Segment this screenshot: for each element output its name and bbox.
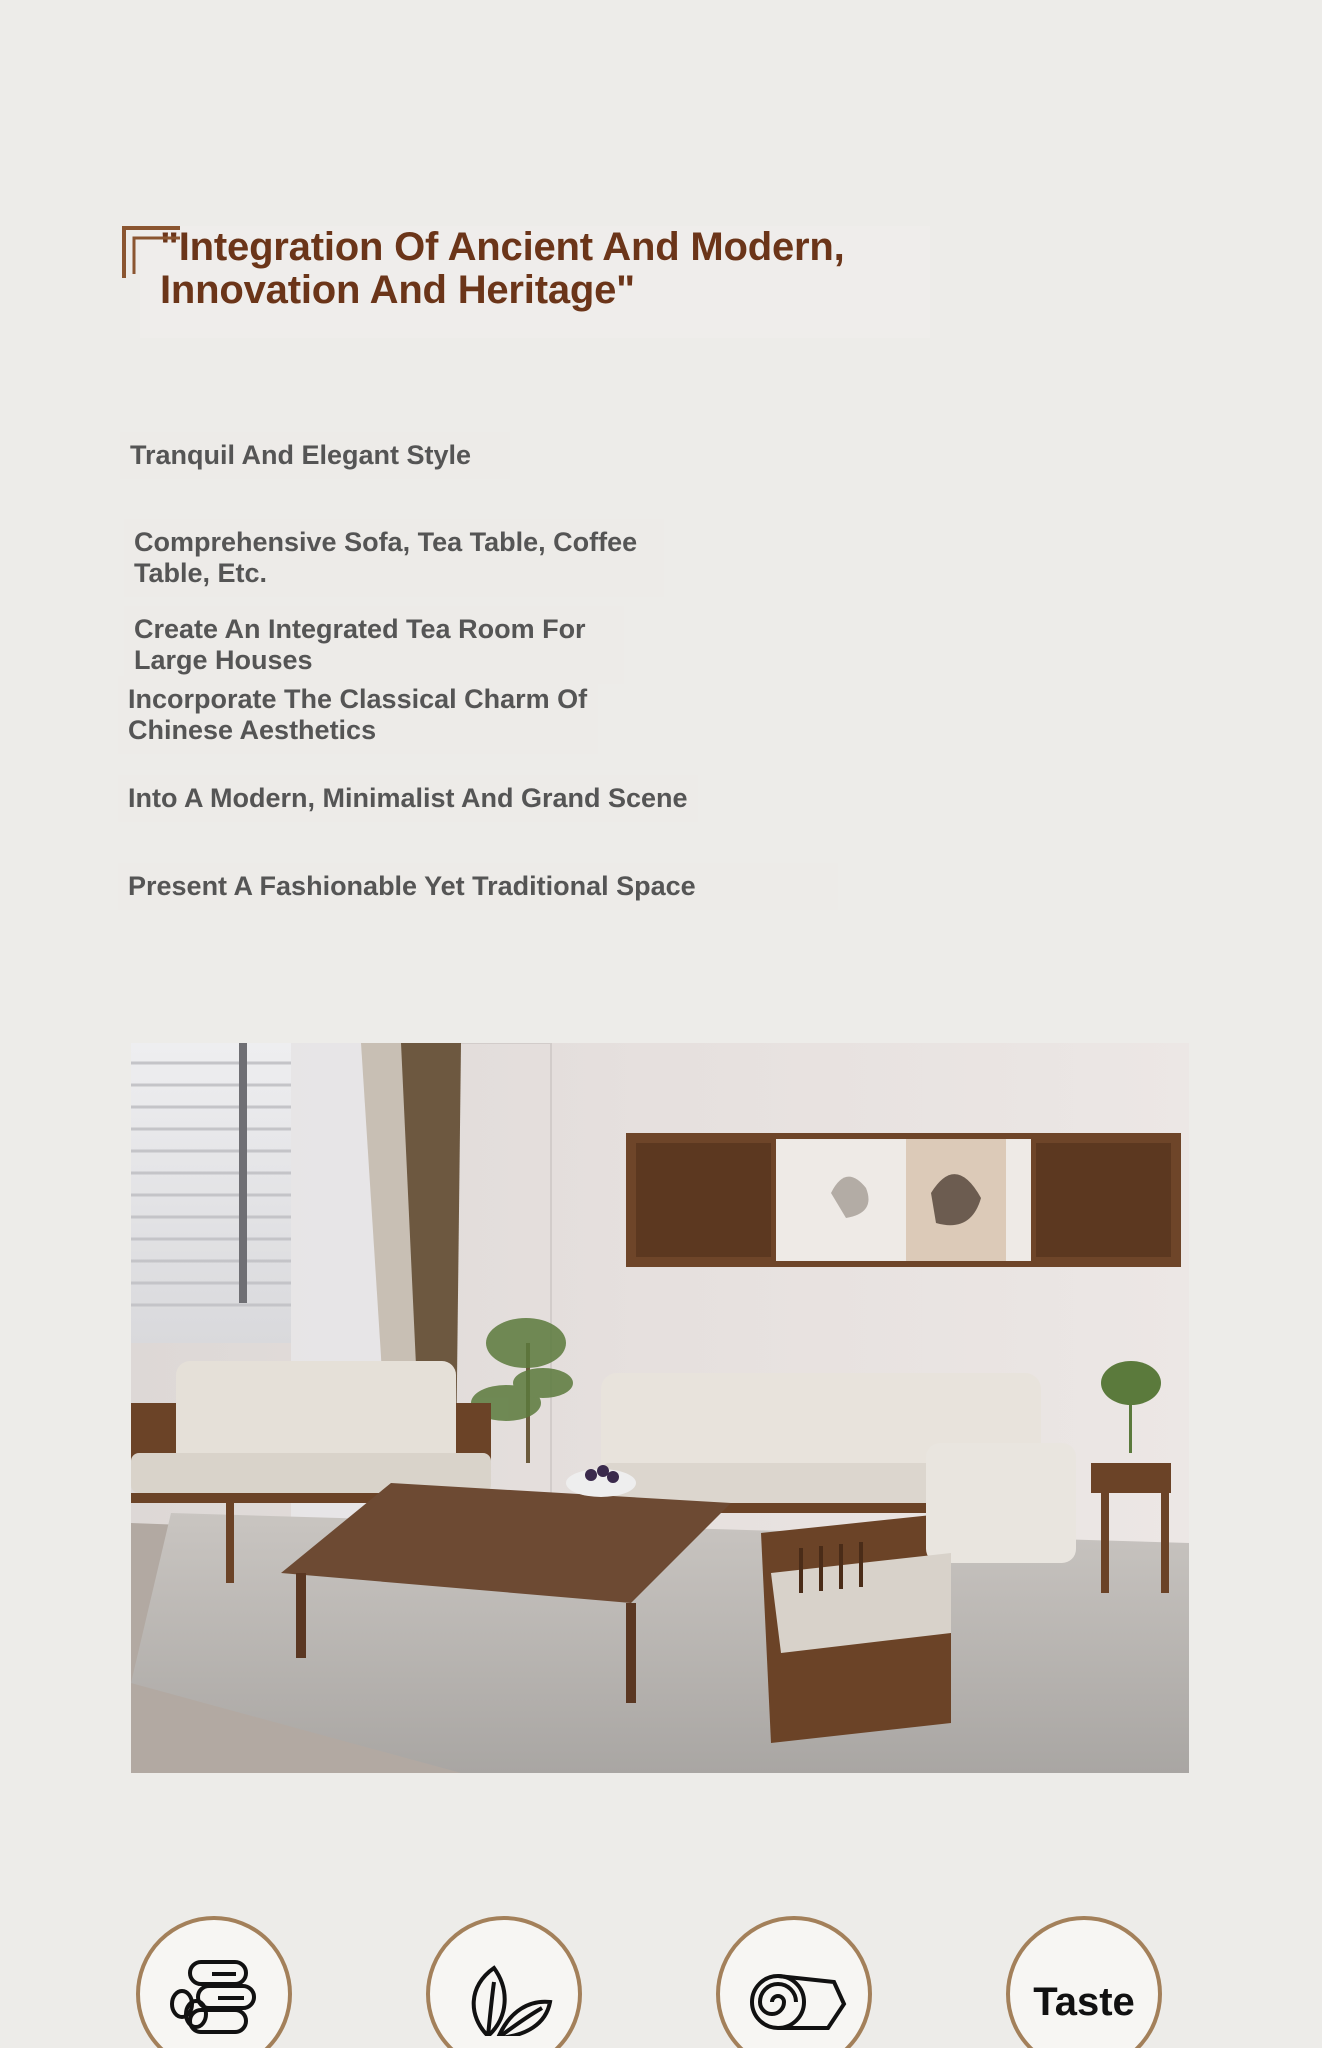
wood-icon-badge bbox=[136, 1916, 292, 2048]
cushion-icon-badge bbox=[716, 1916, 872, 2048]
taste-label: Taste bbox=[1033, 1980, 1135, 2024]
feature-line-part: Incorporate The Classical Charm Of bbox=[128, 684, 588, 714]
feature-line: Comprehensive Sofa, Tea Table, Coffee Table, Etc. bbox=[124, 519, 664, 597]
page-title bbox=[122, 226, 942, 312]
title-line-2: Innovation And Heritage" bbox=[160, 268, 635, 312]
title-line-1: "Integration Of Ancient And Modern, bbox=[160, 225, 845, 269]
leaves-icon-badge bbox=[426, 1916, 582, 2048]
feature-line-multi bbox=[118, 676, 598, 754]
feature-icons-row bbox=[0, 1916, 1322, 2048]
corner-bracket-icon bbox=[120, 224, 180, 280]
headline-block bbox=[122, 226, 942, 312]
leaves-icon bbox=[458, 1956, 554, 2036]
living-room-photo bbox=[131, 1043, 1189, 1773]
feature-line: Into A Modern, Minimalist And Grand Scene bbox=[118, 775, 698, 822]
feature-line: Present A Fashionable Yet Traditional Space bbox=[118, 863, 838, 910]
rolled-cushion-icon bbox=[748, 1956, 848, 2036]
taste-badge bbox=[1006, 1916, 1162, 2048]
feature-line: Create An Integrated Tea Room For Large Houses bbox=[124, 606, 624, 684]
wood-logs-icon bbox=[168, 1956, 264, 2036]
feature-line: Tranquil And Elegant Style bbox=[120, 432, 510, 479]
feature-line-part: Chinese Aesthetics bbox=[128, 715, 377, 745]
